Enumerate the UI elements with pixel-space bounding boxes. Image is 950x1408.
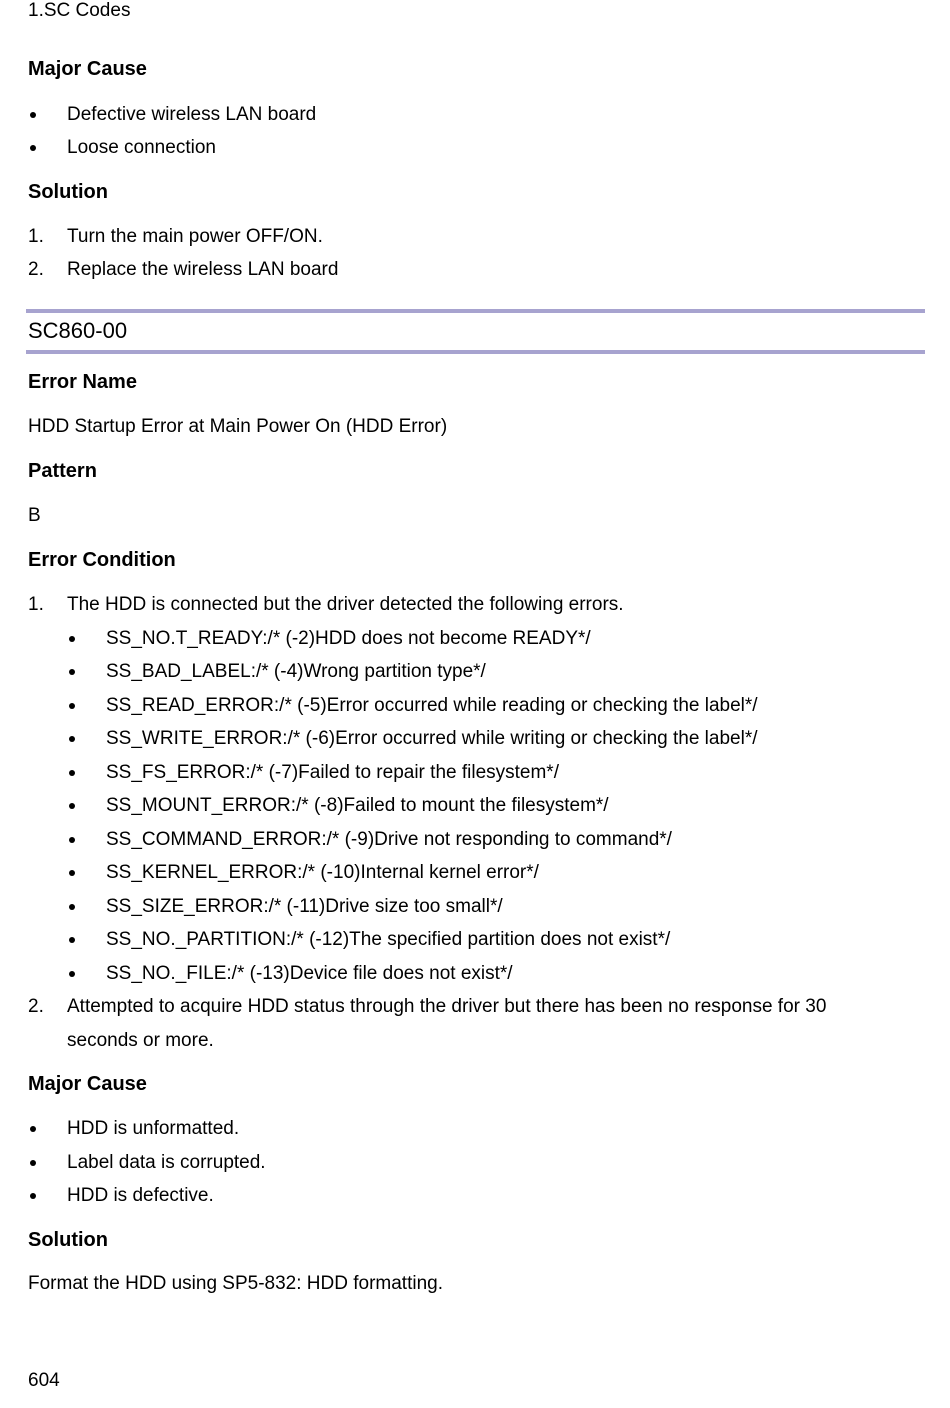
- bullet-icon: [30, 1193, 36, 1199]
- major-cause-heading: Major Cause: [28, 1073, 147, 1095]
- error-item: SS_KERNEL_ERROR:/* (-10)Internal kernel error*/: [106, 862, 539, 883]
- bullet-icon: [69, 770, 75, 776]
- error-condition-heading: Error Condition: [28, 549, 176, 571]
- solution-heading: Solution: [28, 181, 108, 203]
- list-number: 2.: [28, 996, 44, 1017]
- list-item: HDD is unformatted.: [67, 1118, 240, 1139]
- major-cause-heading: Major Cause: [28, 58, 147, 80]
- error-name-heading: Error Name: [28, 371, 137, 393]
- bullet-icon: [30, 112, 36, 118]
- bullet-icon: [30, 1126, 36, 1132]
- bullet-icon: [69, 870, 75, 876]
- solution-heading: Solution: [28, 1229, 108, 1251]
- section-title: 1.SC Codes: [28, 0, 131, 21]
- bullet-icon: [69, 736, 75, 742]
- bullet-icon: [69, 937, 75, 943]
- pattern-value: B: [28, 505, 41, 526]
- page-number: 604: [28, 1370, 60, 1391]
- list-item-continuation: seconds or more.: [67, 1030, 214, 1051]
- bullet-icon: [69, 636, 75, 642]
- solution-text: Format the HDD using SP5-832: HDD formatting.: [28, 1273, 443, 1294]
- bullet-icon: [69, 971, 75, 977]
- list-item: Turn the main power OFF/ON.: [67, 226, 323, 247]
- error-item: SS_BAD_LABEL:/* (-4)Wrong partition type*/: [106, 661, 486, 682]
- divider: [26, 309, 925, 313]
- bullet-icon: [69, 904, 75, 910]
- error-item: SS_NO._PARTITION:/* (-12)The specified partition does not exist*/: [106, 929, 671, 950]
- error-item: SS_WRITE_ERROR:/* (-6)Error occurred while writing or checking the label*/: [106, 728, 758, 749]
- error-item: SS_COMMAND_ERROR:/* (-9)Drive not responding to command*/: [106, 829, 672, 850]
- sc-code-title: SC860-00: [28, 318, 128, 343]
- list-item: Defective wireless LAN board: [67, 104, 317, 125]
- list-item: Label data is corrupted.: [67, 1152, 266, 1173]
- error-item: SS_NO.T_READY:/* (-2)HDD does not become READY*/: [106, 628, 591, 649]
- error-item: SS_READ_ERROR:/* (-5)Error occurred while reading or checking the label*/: [106, 695, 758, 716]
- divider: [26, 350, 925, 354]
- list-item: Loose connection: [67, 137, 216, 158]
- pattern-heading: Pattern: [28, 460, 97, 482]
- bullet-icon: [69, 669, 75, 675]
- bullet-icon: [69, 803, 75, 809]
- error-item: SS_MOUNT_ERROR:/* (-8)Failed to mount the filesystem*/: [106, 795, 609, 816]
- error-item: SS_NO._FILE:/* (-13)Device file does not exist*/: [106, 963, 513, 984]
- list-item: The HDD is connected but the driver detected the following errors.: [67, 594, 624, 615]
- list-number: 2.: [28, 259, 44, 280]
- list-item: Attempted to acquire HDD status through the driver but there has been no response for 30: [67, 996, 827, 1017]
- list-number: 1.: [28, 594, 44, 615]
- error-item: SS_FS_ERROR:/* (-7)Failed to repair the filesystem*/: [106, 762, 559, 783]
- list-item: Replace the wireless LAN board: [67, 259, 339, 280]
- bullet-icon: [69, 837, 75, 843]
- list-item: HDD is defective.: [67, 1185, 214, 1206]
- list-number: 1.: [28, 226, 44, 247]
- error-name: HDD Startup Error at Main Power On (HDD Error): [28, 416, 448, 437]
- error-item: SS_SIZE_ERROR:/* (-11)Drive size too small*/: [106, 896, 503, 917]
- bullet-icon: [30, 145, 36, 151]
- bullet-icon: [69, 703, 75, 709]
- bullet-icon: [30, 1160, 36, 1166]
